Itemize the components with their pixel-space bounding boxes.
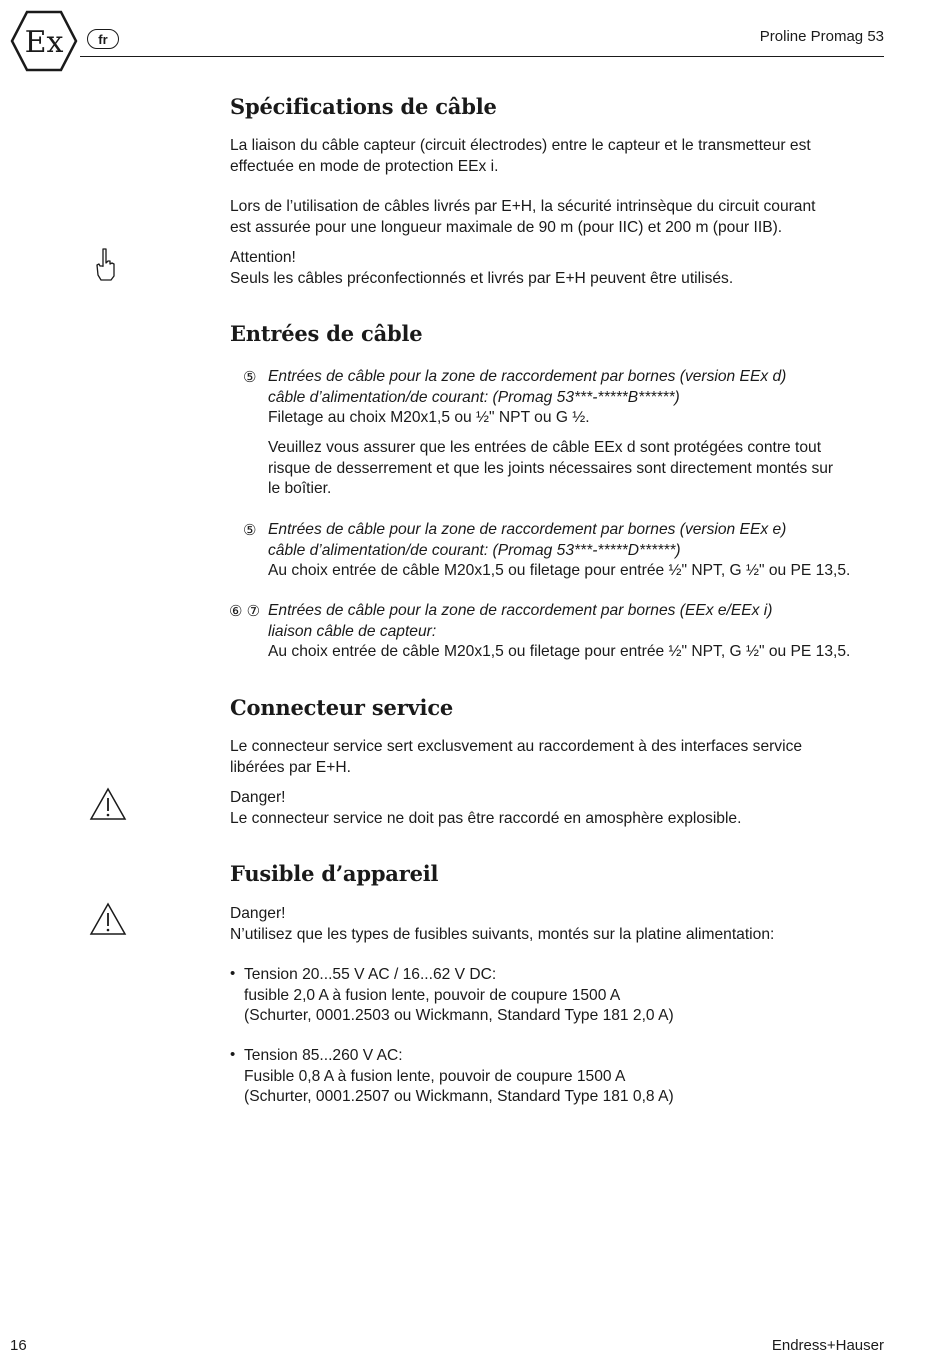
warning-triangle-icon [89, 787, 127, 821]
bullet-icon: • [230, 965, 236, 982]
heading-service-connector: Connecteur service [230, 695, 454, 720]
brand-footer: Endress+Hauser [771, 1337, 884, 1354]
warning-triangle-icon [89, 902, 127, 936]
danger-note-service [230, 788, 900, 829]
attention-text: Seuls les câbles préconfectionnés et livrés par E+H peuvent être utilisés. [230, 269, 734, 287]
fuse-list-item-2: Tension 85...260 V AC: Fusible 0,8 A à fusion lente, pouvoir de coupure 1500 A (Schurter, 0001.2507 ou Wickmann, Standard Type 181 0,8 A) [244, 1047, 674, 1105]
danger-label: Danger! [230, 789, 286, 806]
service-connector-paragraph: Le connecteur service sert exclusvement au raccordement à des interfaces service libérées par E+H. [230, 738, 803, 776]
cable-entry-item-1-note: Veuillez vous assurer que les entrées de câble EEx d sont protégées contre tout risque de desserrement et que les joints nécessaires sont directement montés sur le boîtier. [268, 439, 834, 497]
pointing-hand-icon [95, 247, 117, 281]
language-badge: fr [87, 29, 119, 49]
attention-label: Attention! [230, 249, 296, 266]
fuse-list-item-1: Tension 20...55 V AC / 16...62 V DC: fusible 2,0 A à fusion lente, pouvoir de coupure 1500 A (Schurter, 0001.2503 ou Wickmann, Standard Type 181 2,0 A) [244, 966, 674, 1024]
cable-entry-item-3: Entrées de câble pour la zone de raccordement par bornes (EEx e/EEx i) liaison câble de capteur: Au choix entrée de câble M20x1,5 ou filetage pour entrée ½" NPT, G ½" ou PE 13,5. [268, 602, 851, 660]
callout-marker-6-7: ⑥ ⑦ [229, 603, 261, 620]
ex-logo-text: Ex [24, 25, 64, 60]
heading-cable-specs: Spécifications de câble [230, 94, 497, 119]
cable-entry-item-2: Entrées de câble pour la zone de raccordement par bornes (version EEx e) câble d’alimentation/de courant: (Promag 53***-*****D******) Au choix entrée de câble M20x1,5 ou filetage pour entrée ½" NPT, G ½" ou PE 13,5. [268, 521, 851, 579]
danger-label: Danger! [230, 905, 286, 922]
cable-specs-paragraph-2: Lors de l’utilisation de câbles livrés par E+H, la sécurité intrinsèque du circuit courant est assurée pour une longueur maximale de 90 m (pour IIC) et 200 m (pour IIB). [230, 198, 816, 236]
attention-note [230, 248, 900, 289]
danger-text: N’utilisez que les types de fusibles suivants, montés sur la platine alimentation: [230, 925, 775, 943]
danger-note-fuse [230, 904, 900, 945]
bullet-icon: • [230, 1046, 236, 1063]
ex-hexagon-icon [10, 10, 78, 72]
document-title: Proline Promag 53 [759, 28, 884, 45]
cable-specs-paragraph-1: La liaison du câble capteur (circuit électrodes) entre le capteur et le transmetteur est effectuée en mode de protection EEx i. [230, 137, 811, 175]
callout-marker-5: ⑤ [243, 369, 257, 386]
heading-device-fuse: Fusible d’appareil [230, 861, 439, 886]
heading-cable-entries: Entrées de câble [230, 321, 423, 346]
page-number: 16 [10, 1337, 27, 1354]
cable-entry-item-1: Entrées de câble pour la zone de raccordement par bornes (version EEx d) câble d’alimentation/de courant: (Promag 53***-*****B******) Filetage au choix M20x1,5 ou ½" NPT ou G ½. [268, 368, 787, 426]
header-rule [80, 56, 884, 57]
danger-text: Le connecteur service ne doit pas être raccordé en amosphère explosible. [230, 809, 742, 827]
callout-marker-5b: ⑤ [243, 522, 257, 539]
